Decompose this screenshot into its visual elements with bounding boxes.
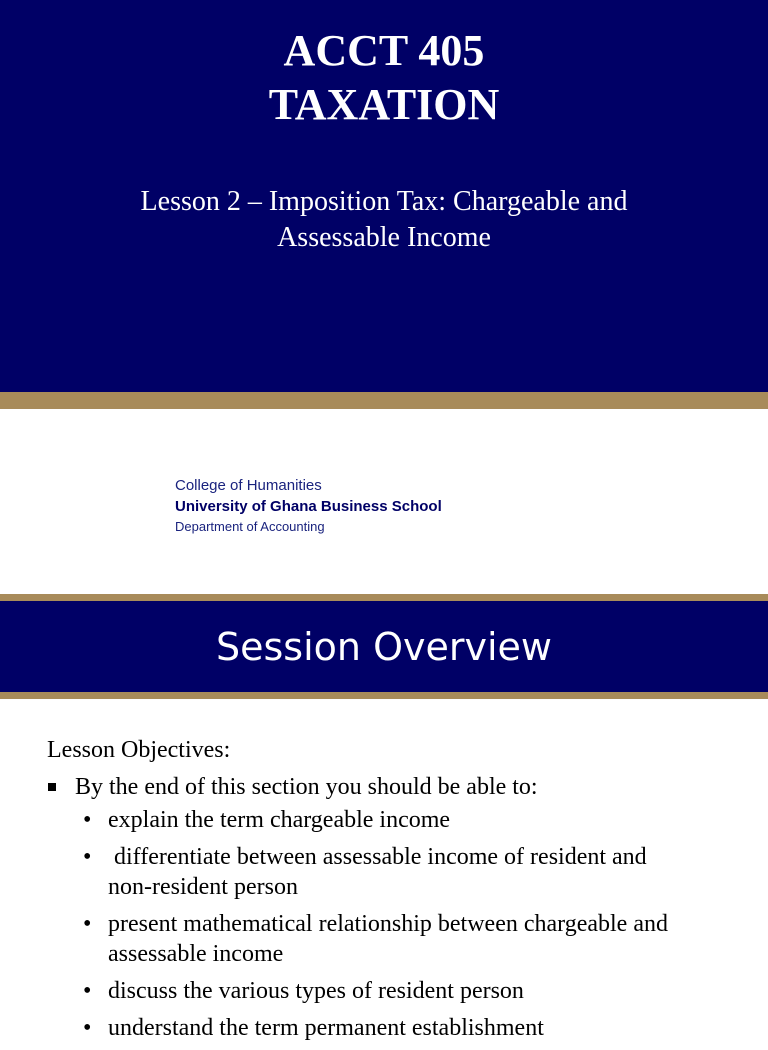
objective-text: differentiate between assessable income of resident and	[108, 844, 647, 870]
objective-text-continued: non-resident person	[108, 874, 298, 900]
objective-text: understand the term permanent establishment	[108, 1015, 544, 1041]
objective-item	[47, 1013, 747, 1043]
objective-item	[47, 909, 747, 969]
bullet-icon: •	[83, 1015, 92, 1041]
course-title	[0, 24, 768, 132]
objective-text: explain the term chargeable income	[108, 807, 451, 833]
objective-item	[47, 805, 747, 835]
school-name: University of Ghana Business School	[175, 498, 442, 515]
gold-divider	[0, 392, 768, 409]
gold-divider	[0, 594, 768, 601]
objectives-lead-text: By the end of this section you should be able to:	[75, 774, 538, 800]
affiliation-block	[175, 476, 442, 536]
department-name: Department of Accounting	[175, 519, 325, 534]
objective-text: present mathematical relationship between chargeable and	[108, 911, 668, 937]
bullet-icon: •	[83, 978, 92, 1004]
bullet-icon: •	[83, 911, 92, 937]
lesson-objectives	[47, 733, 747, 1050]
bullet-icon: •	[83, 844, 92, 870]
objective-text: discuss the various types of resident person	[108, 978, 524, 1004]
session-title: Session Overview	[216, 625, 552, 669]
lesson-title-line-2: Assessable Income	[277, 222, 491, 253]
course-name: TAXATION	[268, 80, 500, 129]
objective-text-continued: assessable income	[108, 941, 284, 967]
college-name: College of Humanities	[175, 477, 322, 494]
bullet-icon: •	[83, 807, 92, 833]
objectives-heading: Lesson Objectives:	[47, 737, 231, 763]
gold-divider	[0, 692, 768, 699]
lesson-title-line-1: Lesson 2 – Imposition Tax: Chargeable and	[140, 186, 628, 217]
square-bullet-icon	[48, 783, 56, 791]
objective-item	[47, 976, 747, 1006]
course-code: ACCT 405	[283, 26, 485, 75]
objective-item	[47, 842, 747, 902]
lesson-title	[84, 184, 684, 256]
objectives-lead	[47, 771, 747, 803]
objectives-list	[47, 805, 747, 1043]
